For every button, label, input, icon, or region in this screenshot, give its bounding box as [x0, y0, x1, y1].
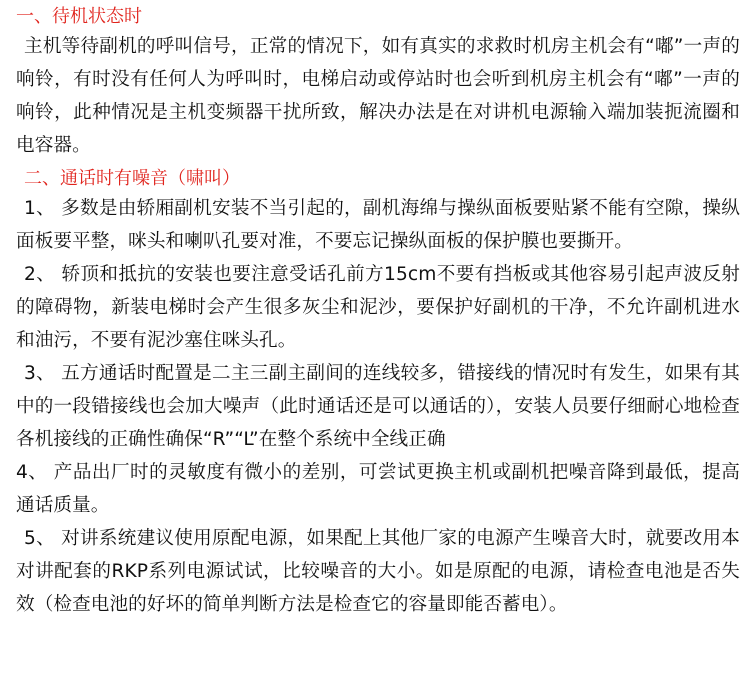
document-body — [16, 4, 740, 621]
section-1-heading: 一、待机状态时 — [16, 6, 142, 27]
list-item-2: 2、 轿顶和抵抗的安装也要注意受话孔前方15cm不要有挡板或其他容易引起声波反射的障碍物，新装电梯时会产生很多灰尘和泥沙，要保护好副机的干净，不允许副机进水和油污，不要有泥沙塞住咪头孔。 — [16, 264, 740, 351]
section-1-paragraph: 主机等待副机的呼叫信号，正常的情况下，如有真实的求救时机房主机会有“嘟”一声的响铃，有时没有任何人为呼叫时，电梯启动或停站时也会听到机房主机会有“嘟”一声的响铃，此种情况是主机变频器干扰所致，解决办法是在对讲机电源输入端加装扼流圈和电容器。 — [16, 36, 740, 156]
list-item-4: 4、 产品出厂时的灵敏度有微小的差别，可尝试更换主机或副机把噪音降到最低，提高通话质量。 — [16, 462, 740, 516]
list-item-5: 5、 对讲系统建议使用原配电源，如果配上其他厂家的电源产生噪音大时，就要改用本对讲配套的RKP系列电源试试，比较噪音的大小。如是原配的电源，请检查电池是否失效（检查电池的好坏的简单判断方法是检查它的容量即能否蓄电）。 — [16, 528, 740, 615]
list-item-1: 1、 多数是由轿厢副机安装不当引起的，副机海绵与操纵面板要贴紧不能有空隙，操纵面板要平整，咪头和喇叭孔要对准，不要忘记操纵面板的保护膜也要撕开。 — [16, 198, 740, 252]
list-item-3: 3、 五方通话时配置是二主三副主副间的连线较多，错接线的情况时有发生，如果有其中的一段错接线也会加大噪声（此时通话还是可以通话的），安装人员要仔细耐心地检查各机接线的正确性确保“R”“L”在整个系统中全线正确 — [16, 363, 740, 450]
section-2-heading: 二、通话时有噪音（啸叫） — [24, 168, 240, 189]
